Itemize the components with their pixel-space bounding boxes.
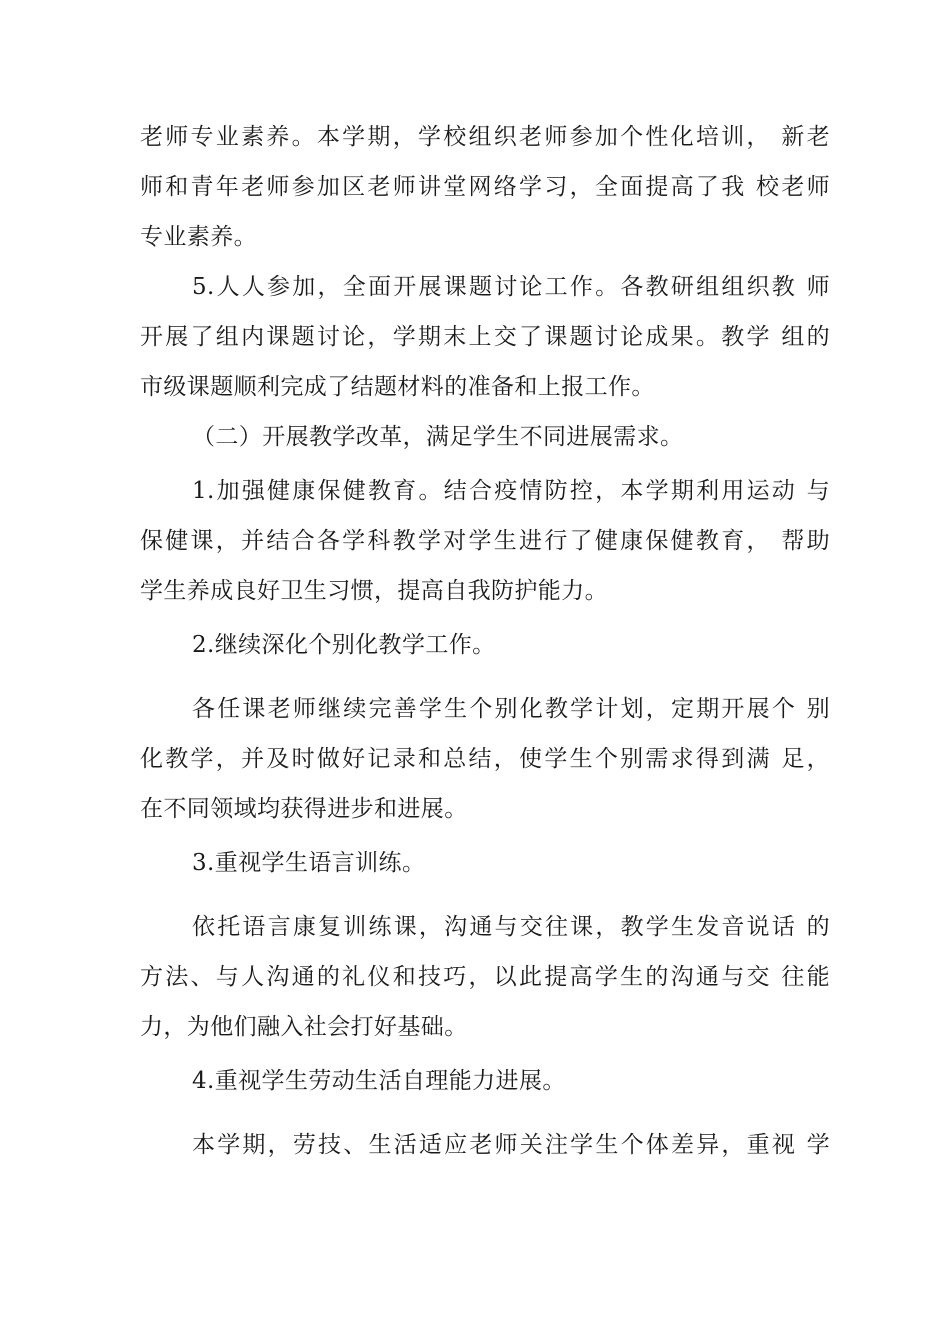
paragraph-line: 专业素养。 bbox=[140, 224, 257, 250]
paragraph-line: 化教学，并及时做好记录和总结，使学生个别需求得到满 足， bbox=[140, 746, 830, 772]
paragraph-line: 力，为他们融入社会打好基础。 bbox=[140, 1014, 468, 1040]
paragraph-line: 师和青年老师参加区老师讲堂网络学习，全面提高了我 校老师 bbox=[140, 174, 830, 200]
paragraph-line: 依托语言康复训练课，沟通与交往课，教学生发音说话 的 bbox=[192, 914, 830, 940]
paragraph-line: 本学期，劳技、生活适应老师关注学生个体差异，重视 学 bbox=[192, 1132, 830, 1158]
paragraph-line: 1.加强健康保健教育。结合疫情防控，本学期利用运动 与 bbox=[192, 478, 830, 504]
paragraph-line: 开展了组内课题讨论，学期末上交了课题讨论成果。教学 组的 bbox=[140, 324, 830, 350]
subsection-heading: 3.重视学生语言训练。 bbox=[192, 850, 426, 876]
paragraph-line: 市级课题顺利完成了结题材料的准备和上报工作。 bbox=[140, 374, 655, 400]
paragraph-line: 老师专业素养。本学期，学校组织老师参加个性化培训， 新老 bbox=[140, 124, 830, 150]
paragraph-line: 学生养成良好卫生习惯，提高自我防护能力。 bbox=[140, 578, 608, 604]
paragraph-line: 5.人人参加，全面开展课题讨论工作。各教研组组织教 师 bbox=[192, 274, 830, 300]
paragraph-line: 保健课，并结合各学科教学对学生进行了健康保健教育， 帮助 bbox=[140, 528, 830, 554]
subsection-heading: 2.继续深化个别化教学工作。 bbox=[192, 632, 496, 658]
subsection-heading: 4.重视学生劳动生活自理能力进展。 bbox=[192, 1068, 566, 1094]
paragraph-line: 在不同领域均获得进步和进展。 bbox=[140, 796, 468, 822]
section-heading: （二）开展教学改革，满足学生不同进展需求。 bbox=[192, 424, 684, 450]
paragraph-line: 方法、与人沟通的礼仪和技巧，以此提高学生的沟通与交 往能 bbox=[140, 964, 830, 990]
paragraph-line: 各任课老师继续完善学生个别化教学计划，定期开展个 别 bbox=[192, 696, 830, 722]
